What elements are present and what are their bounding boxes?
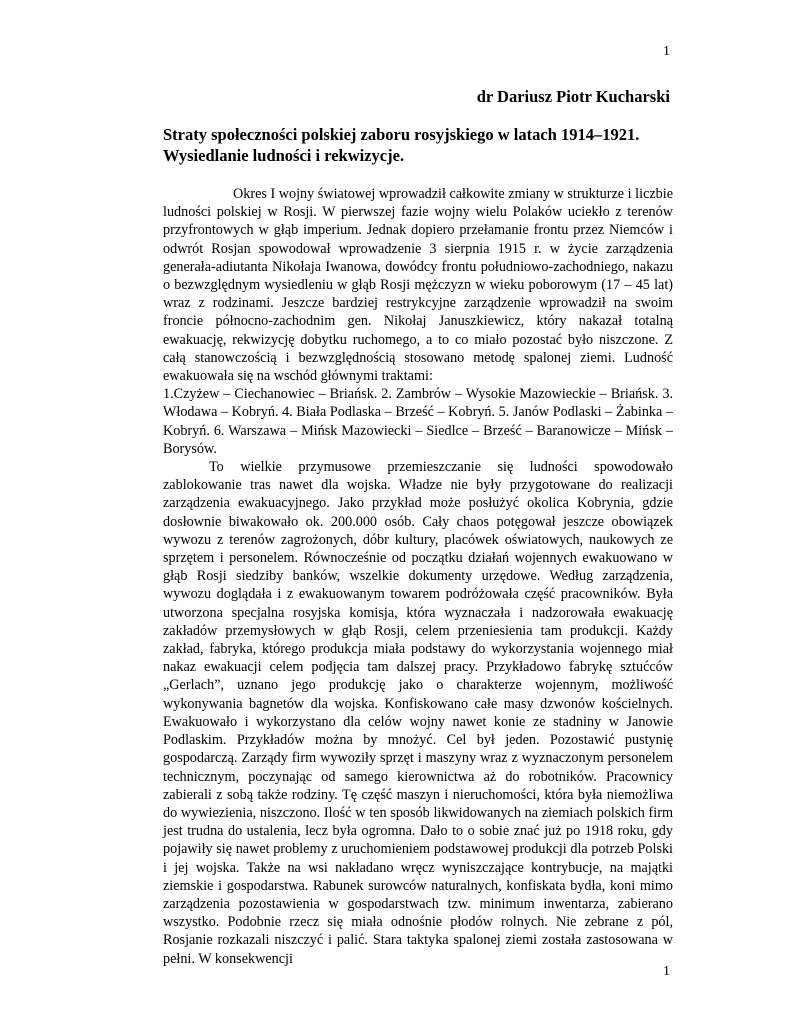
paragraph-routes: 1.Czyżew – Ciechanowiec – Briańsk. 2. Zambrów – Wysokie Mazowieckie – Briańsk. 3. Włodawa – Kobryń. 4. Biała Podlaska – Brześć – Kobryń. 5. Janów Podlaski – Żabinka – Kobryń. 6. Warszawa – Mińsk Mazowiecki – Siedlce – Brześć – Baranowicze – Mińsk – Borysów. [163, 386, 673, 457]
paragraph-main: To wielkie przymusowe przemieszczanie się ludności spowodowało zablokowanie tras nawet dla wojska. Władze nie były przygotowane do realizacji zarządzenia ewakuacyjnego. Jako przykład może posłużyć okolica Kobrynia, gdzie dosłownie biwakowało ok. 200.000 osób. Cały chaos potęgował jeszcze obowiązek wywozu z terenów zagrożonych, dóbr kultury, placówek oświatowych, naukowych ze sprzętem i personelem. Równocześnie od początku działań wojennych ewakuowano w głąb Rosji siedziby banków, wszelkie dokumenty urzędowe. Według zarządzenia, wywozu doglądała i z ewakuowanym towarem podróżowała część pracowników. Była utworzona specjalna rosyjska komisja, która wyznaczała i nadzorowała ewakuację zakładów przemysłowych w głąb Rosji, celem przeniesienia tam produkcji. Każdy zakład, fabryka, którego produkcja miała podstawy do wykorzystania wojennego miał nakaz ewakuacji celem podjęcia tam dalszej pracy. Przykładowo fabrykę sztućców „Gerlach”, uznano jego produkcję jako o charakterze wojennym, możliwość wykonywania bagnetów dla wojska. Konfiskowano całe masy dzwonów kościelnych. Ewakuowało i wykorzystano dla celów wojny nawet konie ze stadniny w Janowie Podlaskim. Przykładów można by mnożyć. Cel był jeden. Pozostawić pustynię gospodarczą. Zarządy firm wywoziły sprzęt i maszyny wraz z wyznaczonym personelem technicznym, poczynając od samego kierownictwa aż do robotników. Pracownicy zabierali z sobą także rodziny. Tę część maszyn i nieruchomości, która była niemożliwa do wywiezienia, niszczono. Ilość w ten sposób likwidowanych na ziemiach polskich firm jest trudna do ustalenia, lecz była ogromna. Dało to o sobie znać już po 1918 roku, gdy pojawiły się nawet problemy z uruchomieniem podstawowej produkcji dla potrzeb Polski i jej wojska. Także na wsi nakładano wręcz wyniszczające kontrybucje, na majątki ziemskie i gospodarstwa. Rabunek surowców naturalnych, konfiskata bydła, koni mimo zarządzenia pozostawienia w gospodarstwach tzw. minimum inwentarza, zabierano wszystko. Podobnie rzecz się miała odnośnie płodów rolnych. Nie zebrane z pól, Rosjanie rozkazali niszczyć i palić. Stara taktyka spalonej ziemi została zastosowana w pełni. W konsekwencji [163, 459, 673, 967]
article-body [163, 185, 673, 968]
page-number-bottom: 1 [663, 964, 670, 979]
page-number-top: 1 [663, 44, 670, 59]
paragraph-intro: Okres I wojny światowej wprowadził całkowite zmiany w strukturze i liczbie ludności polskiej w Rosji. W pierwszej fazie wojny wielu Polaków uciekło z terenów przyfrontowych w głąb imperium. Jednak dopiero przełamanie frontu przez Niemców i odwrót Rosjan spowodował wprowadzenie 3 sierpnia 1915 r. w życie zarządzenia generała-adiutanta Nikołaja Iwanowa, dowódcy frontu południowo-zachodniego, nakazu o bezwzględnym wysiedleniu w głąb Rosji mężczyzn w wieku poborowym (17 – 45 lat) wraz z rodzinami. Jeszcze bardziej restrykcyjne zarządzenie wprowadził na swoim froncie północno-zachodnim gen. Nikołaj Januszkiewicz, który nakazał totalną ewakuację, rekwizycję dobytku ruchomego, a to co miało pozostać było niszczone. Z całą stanowczością i bezwzględnością stosowano metodę spalonej ziemi. Ludność ewakuowała się na wschód głównymi traktami: [163, 186, 673, 385]
author-name: dr Dariusz Piotr Kucharski [476, 87, 670, 106]
article-title: Straty społeczności polskiej zaboru rosyjskiego w latach 1914–1921. Wysiedlanie ludności i rekwizycje. [163, 125, 640, 165]
